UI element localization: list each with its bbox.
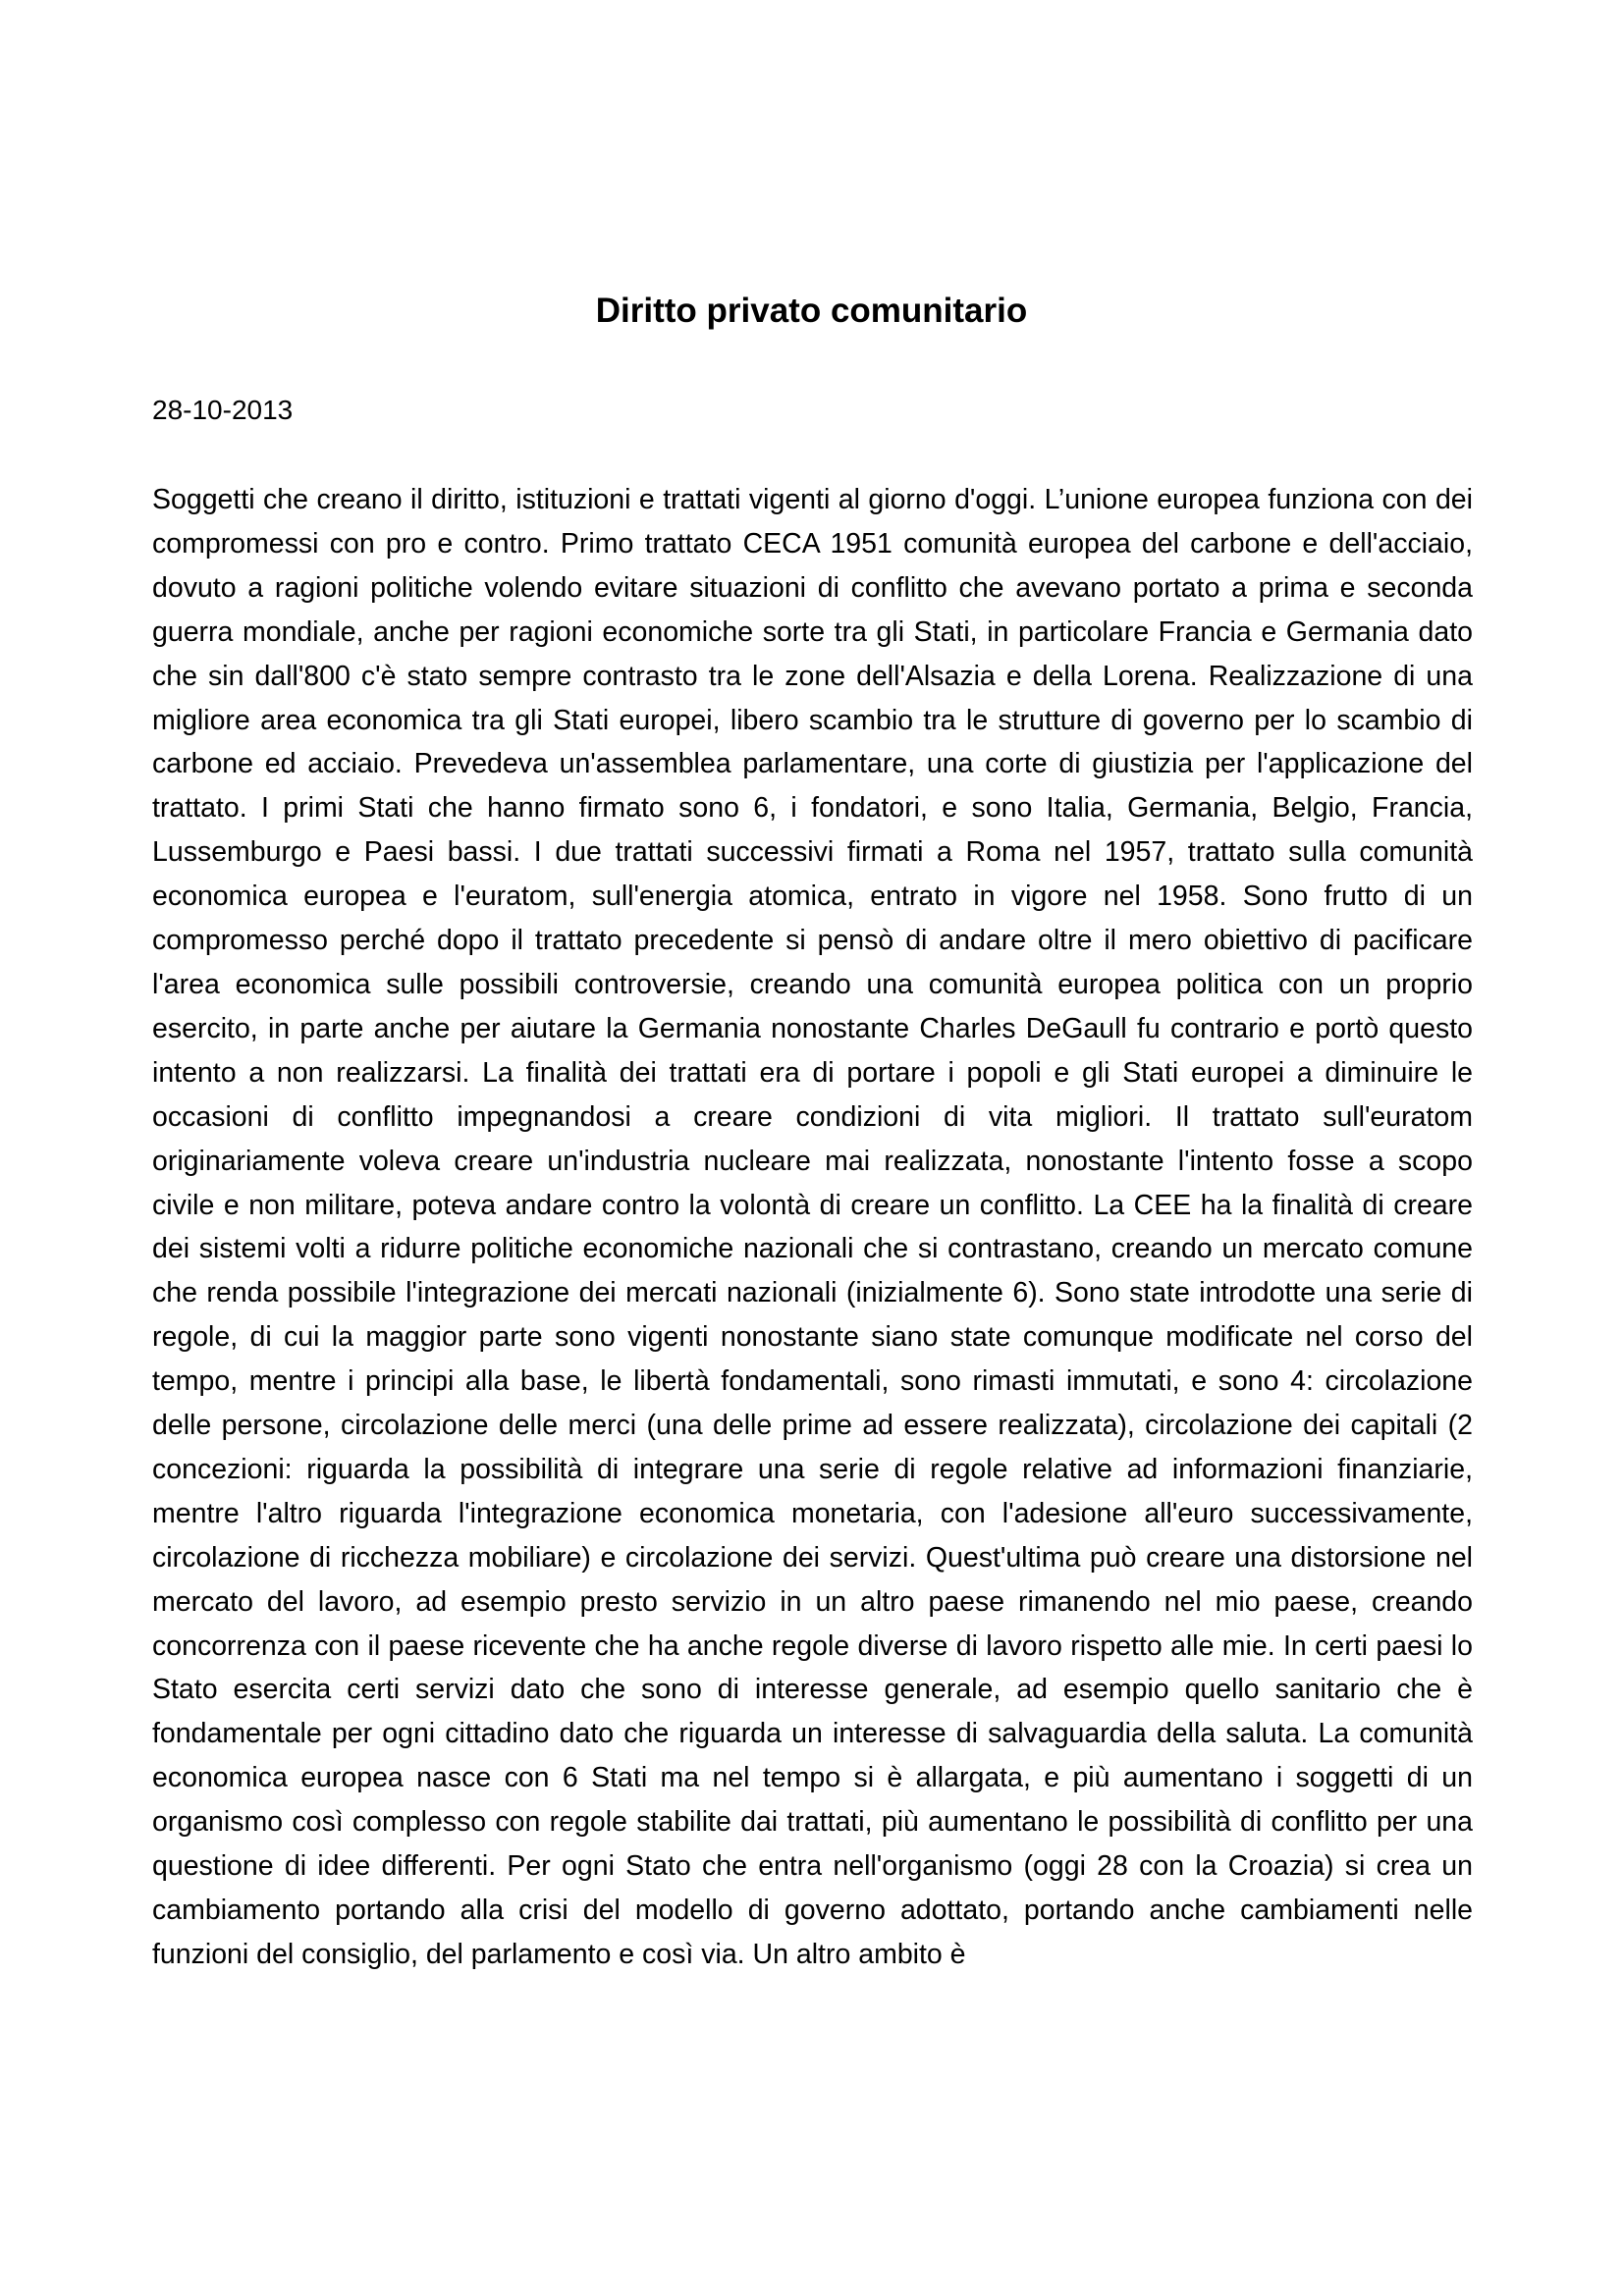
body-paragraph: Soggetti che creano il diritto, istituzioni e trattati vigenti al giorno d'oggi. L’unione europea funziona con dei compromessi con pro e contro. Primo trattato CECA 1951 comunità europea del carbone e dell'acciaio, dovuto a ragioni politiche volendo evitare situazioni di conflitto che avevano portato a prima e seconda guerra mondiale, anche per ragioni economiche sorte tra gli Stati, in particolare Francia e Germania dato che sin dall'800 c'è stato sempre contrasto tra le zone dell'Alsazia e della Lorena. Realizzazione di una migliore area economica tra gli Stati europei, libero scambio tra le strutture di governo per lo scambio di carbone ed acciaio. Prevedeva un'assemblea parlamentare, una corte di giustizia per l'applicazione del trattato. I primi Stati che hanno firmato sono 6, i fondatori, e sono Italia, Germania, Belgio, Francia, Lussemburgo e Paesi bassi. I due trattati successivi firmati a Roma nel 1957, trattato sulla comunità economica europea e l'euratom, sull'energia atomica, entrato in vigore nel 1958. Sono frutto di un compromesso perché dopo il trattato precedente si pensò di andare oltre il mero obiettivo di pacificare l'area economica sulle possibili controversie, creando una comunità europea politica con un proprio esercito, in parte anche per aiutare la Germania nonostante Charles DeGaull fu contrario e portò questo intento a non realizzarsi. La finalità dei trattati era di portare i popoli e gli Stati europei a diminuire le occasioni di conflitto impegnandosi a creare condizioni di vita migliori. Il trattato sull'euratom originariamente voleva creare un'industria nucleare mai realizzata, nonostante l'intento fosse a scopo civile e non militare, poteva andare contro la volontà di creare un conflitto. La CEE ha la finalità di creare dei sistemi volti a ridurre politiche economiche nazionali che si contrastano, creando un mercato comune che renda possibile l'integrazione dei mercati nazionali (inizialmente 6). Sono state introdotte una serie di regole, di cui la maggior parte sono vigenti nonostante siano state comunque modificate nel corso del tempo, mentre i principi alla base, le libertà fondamentali, sono rimasti immutati, e sono 4: circolazione delle persone, circolazione delle merci (una delle prime ad essere realizzata), circolazione dei capitali (2 concezioni: riguarda la possibilità di integrare una serie di regole relative ad informazioni finanziarie, mentre l'altro riguarda l'integrazione economica monetaria, con l'adesione all'euro successivamente, circolazione di ricchezza mobiliare) e circolazione dei servizi. Quest'ultima può creare una distorsione nel mercato del lavoro, ad esempio presto servizio in un altro paese rimanendo nel mio paese, creando concorrenza con il paese ricevente che ha anche regole diverse di lavoro rispetto alle mie. In certi paesi lo Stato esercita certi servizi dato che sono di interesse generale, ad esempio quello sanitario che è fondamentale per ogni cittadino dato che riguarda un interesse di salvaguardia della saluta. La comunità economica europea nasce con 6 Stati ma nel tempo si è allargata, e più aumentano i soggetti di un organismo così complesso con regole stabilite dai trattati, più aumentano le possibilità di conflitto per una questione di idee differenti. Per ogni Stato che entra nell'organismo (oggi 28 con la Croazia) si crea un cambiamento portando alla crisi del modello di governo adottato, portando anche cambiamenti nelle funzioni del consiglio, del parlamento e così via. Un altro ambito è xyxy=(152,484,1473,1970)
document-title: Diritto privato comunitario xyxy=(595,292,1028,330)
document-date: 28-10-2013 xyxy=(152,395,294,425)
